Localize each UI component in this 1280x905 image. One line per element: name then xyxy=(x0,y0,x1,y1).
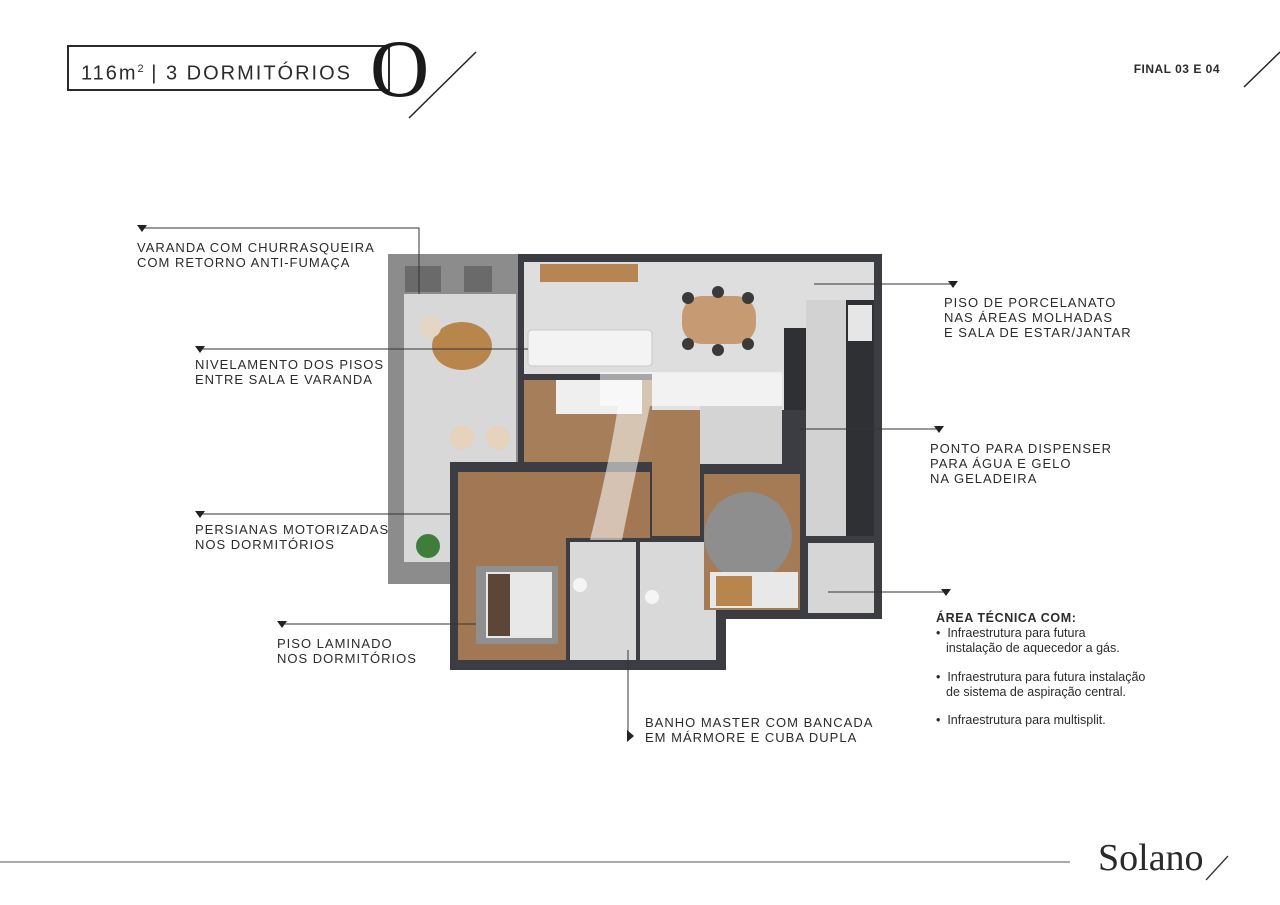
callout-line: EM MÁRMORE E CUBA DUPLA xyxy=(645,730,858,745)
callout-nivelamento xyxy=(195,357,384,387)
brand-logo: Solano xyxy=(1098,837,1204,879)
toilet-1 xyxy=(573,578,587,592)
callout-line: VARANDA COM CHURRASQUEIRA xyxy=(137,240,375,255)
callout-line: PISO LAMINADO xyxy=(277,636,393,651)
plant xyxy=(416,534,440,558)
area-tecnica-text: Infraestrutura para futura xyxy=(947,626,1086,640)
callout-dispenser xyxy=(930,441,1112,486)
area-value: 116m xyxy=(81,62,138,85)
callout-laminado xyxy=(277,636,417,666)
callout-line: NOS DORMITÓRIOS xyxy=(195,537,335,552)
area-tecnica-item: • Infraestrutura para futura instalação de aquecedor a gás. xyxy=(936,626,1145,656)
barbecue-grill xyxy=(405,266,441,292)
balcony-sink xyxy=(464,266,492,292)
balcony-chair xyxy=(419,316,441,338)
brand-slash xyxy=(1206,856,1228,880)
callout-varanda xyxy=(137,240,375,270)
dining-table xyxy=(682,296,756,344)
header-slash-right xyxy=(1244,52,1280,87)
callout-line: NA GELADEIRA xyxy=(930,471,1038,486)
rooms-label: 3 DORMITÓRIOS xyxy=(165,62,352,85)
callout-line: COM RETORNO ANTI-FUMAÇA xyxy=(137,255,351,270)
refrigerator xyxy=(848,305,872,341)
callout-porcelanato xyxy=(944,295,1132,340)
arrow-banho xyxy=(627,730,634,742)
toilet-2 xyxy=(645,590,659,604)
balcony-table xyxy=(432,322,492,370)
unit-final-label: FINAL 03 E 04 xyxy=(1133,62,1220,76)
bed-3-cover xyxy=(716,576,752,606)
callout-banho xyxy=(645,715,873,745)
title-separator: | xyxy=(143,62,166,85)
bedroom-3-rug xyxy=(704,492,792,580)
callout-line: NIVELAMENTO DOS PISOS xyxy=(195,357,385,372)
sofa xyxy=(528,330,652,366)
hallway xyxy=(652,410,700,536)
header-slash xyxy=(409,52,476,118)
callout-area-tecnica xyxy=(936,611,1145,728)
callout-line: BANHO MASTER COM BANCADA xyxy=(645,715,874,730)
area-tecnica-text: Infraestrutura para multisplit. xyxy=(947,713,1106,727)
floor-plan xyxy=(388,254,882,670)
callout-line: ENTRE SALA E VARANDA xyxy=(195,372,373,387)
area-tecnica-item: • Infraestrutura para futura instalação de sistema de aspiração central. xyxy=(936,670,1146,699)
callout-line: E SALA DE ESTAR/JANTAR xyxy=(944,325,1132,340)
master-bed-blanket xyxy=(488,574,510,636)
bathroom-social xyxy=(700,406,782,464)
area-tecnica-text: instalação de aquecedor a gás. xyxy=(946,641,1120,655)
callout-line: PERSIANAS MOTORIZADAS xyxy=(195,522,390,537)
area-tecnica-text: de sistema de aspiração central. xyxy=(946,685,1126,699)
area-superscript: 2 xyxy=(137,63,144,75)
kitchen-island xyxy=(784,328,806,410)
armchair-2 xyxy=(486,426,510,450)
callout-line: NOS DORMITÓRIOS xyxy=(277,651,417,666)
callout-line: PISO DE PORCELANATO xyxy=(944,295,1117,310)
logo-mark: O xyxy=(370,23,430,114)
callout-line: NAS ÁREAS MOLHADAS xyxy=(944,310,1113,325)
callout-line: PONTO PARA DISPENSER xyxy=(930,441,1113,456)
area-tecnica-text: Infraestrutura para futura instalação xyxy=(947,670,1146,684)
callout-persianas xyxy=(195,522,389,552)
callout-line: PARA ÁGUA E GELO xyxy=(930,456,1072,471)
technical-area xyxy=(808,543,874,613)
tv-sideboard xyxy=(540,264,638,282)
armchair-1 xyxy=(450,426,474,450)
area-tecnica-title: ÁREA TÉCNICA COM: xyxy=(936,611,1077,625)
master-bath-1 xyxy=(570,542,636,660)
area-tecnica-item: • Infraestrutura para multisplit. xyxy=(936,713,1106,727)
